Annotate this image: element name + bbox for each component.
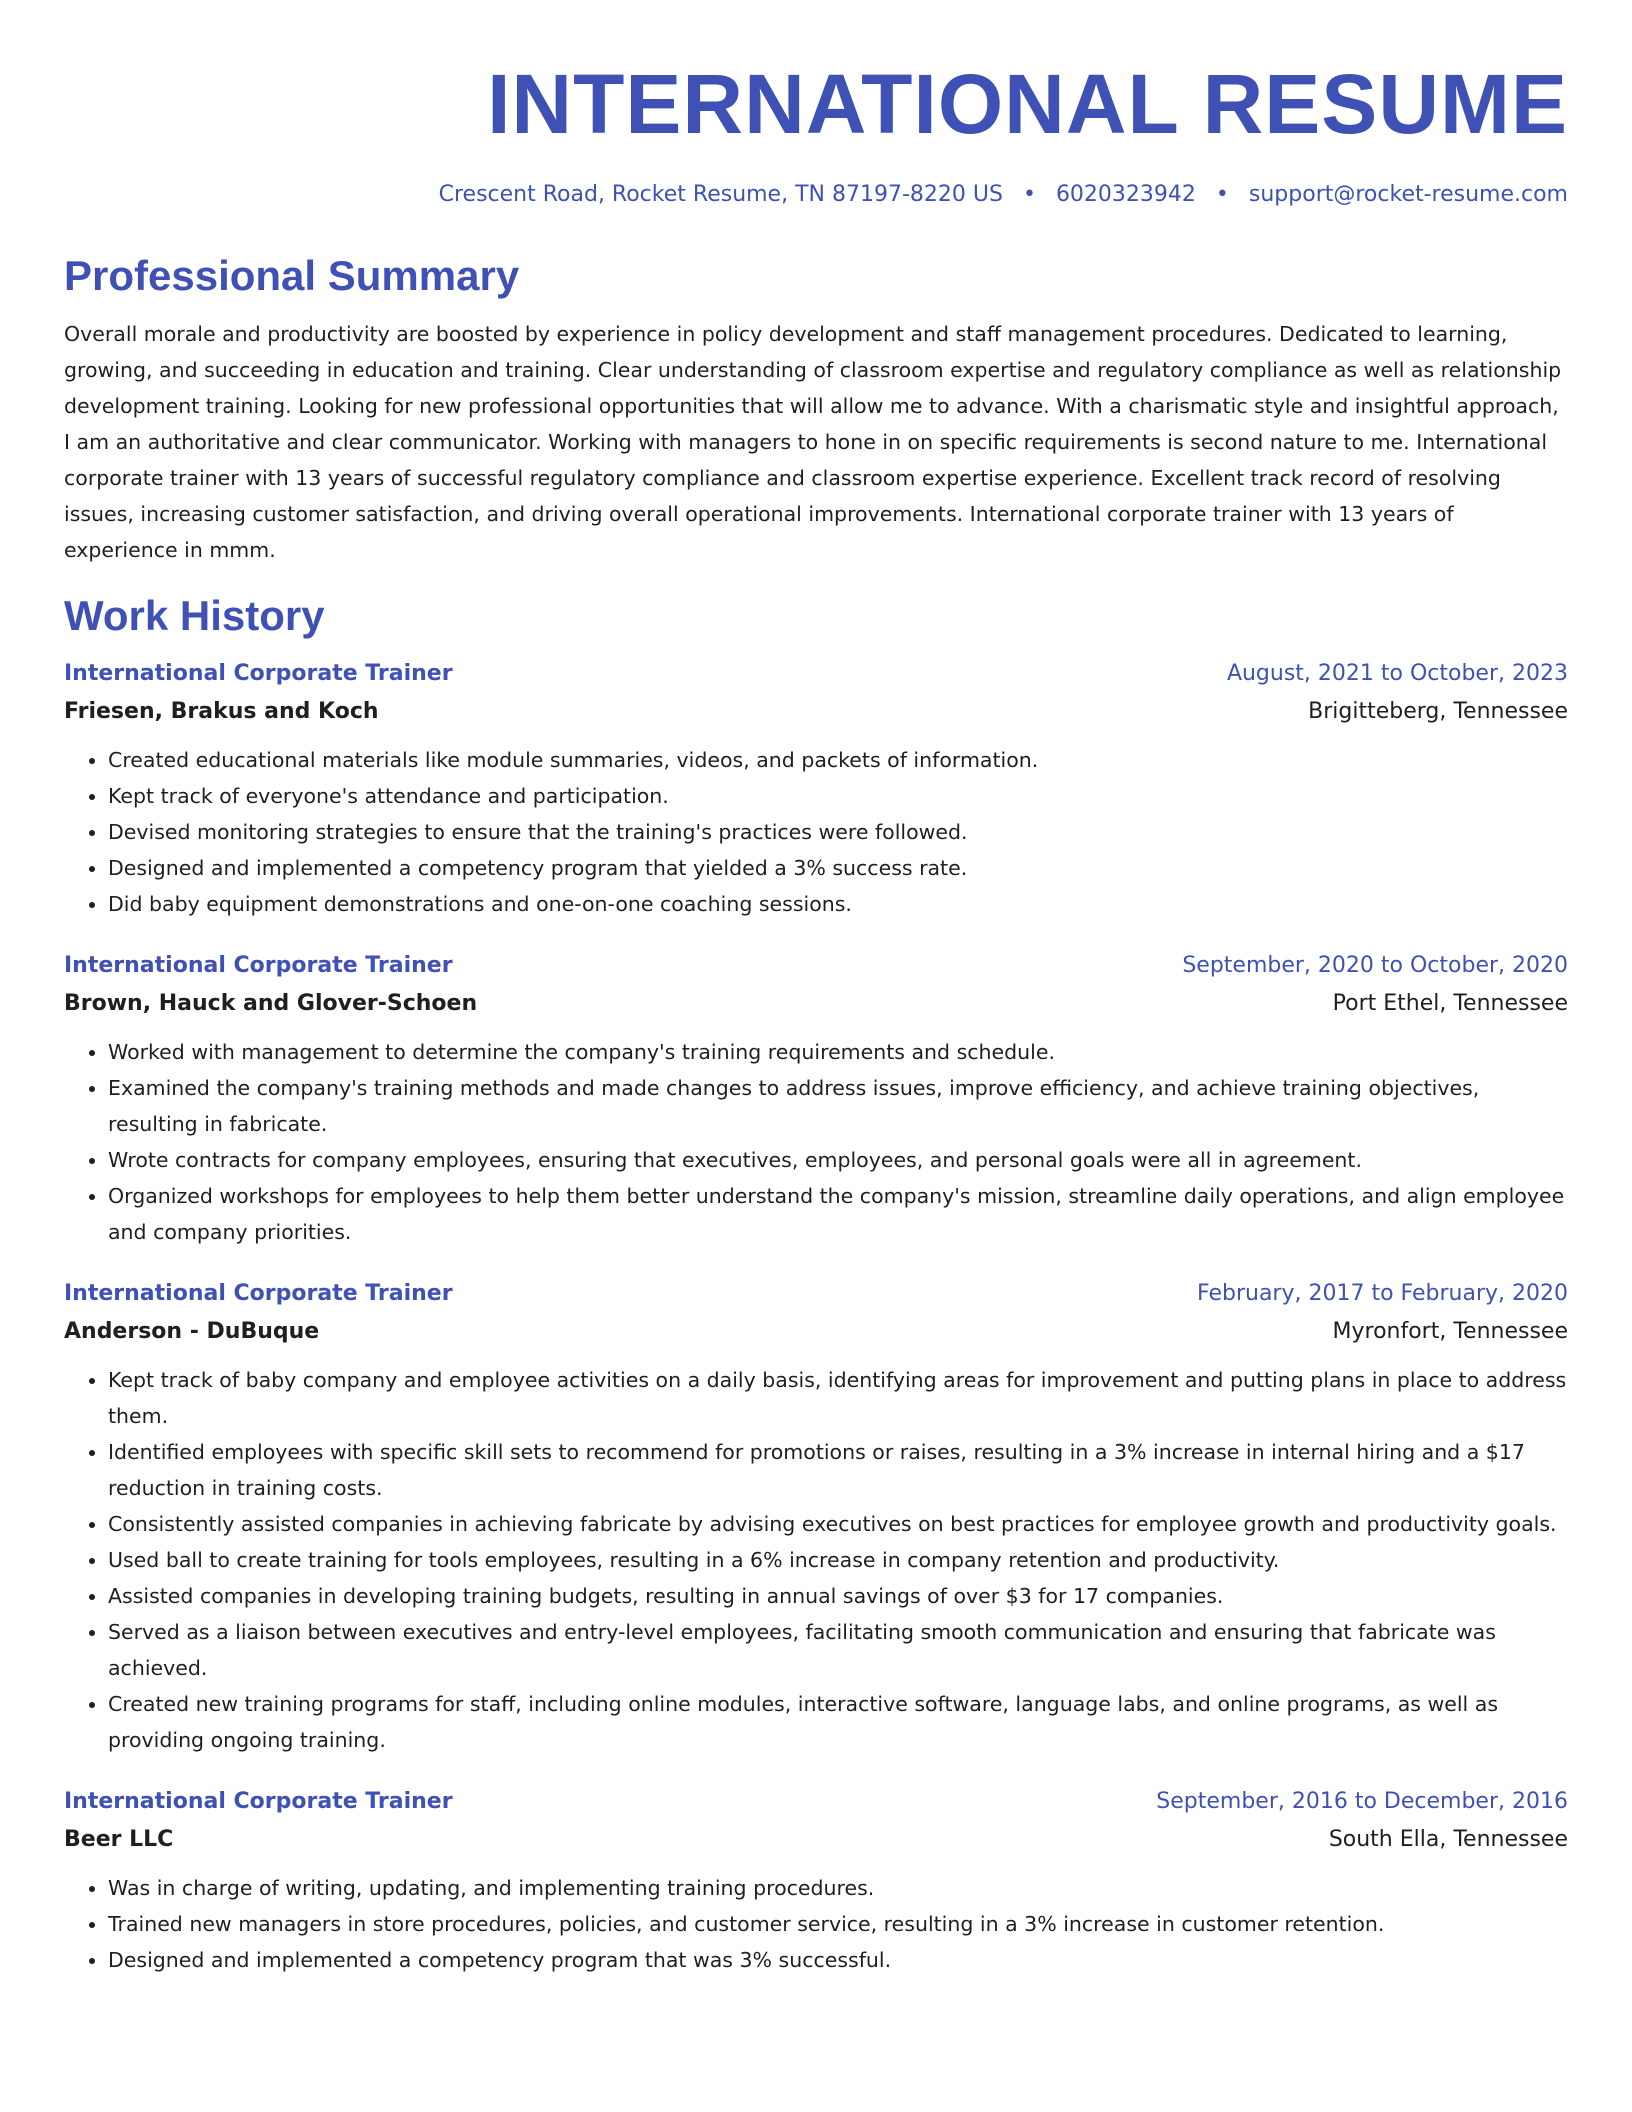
job-bullet: • Organized workshops for employees to help them better understand the company's mission, streamline daily operations, and align employee and company priorities. [108,1178,1568,1250]
job-company: Brown, Hauck and Glover-Schoen [64,991,478,1016]
job-bullet: • Kept track of everyone's attendance and participation. [108,778,1568,814]
summary-text: Overall morale and productivity are boosted by experience in policy development and staff management procedures. Dedicated to learning, growing, and succeeding in education and training. Clear understanding of classroom expertise and regulatory compliance as well as relationship development training. Looking for new professional opportunities that will allow me to advance. With a charismatic style and insightful approach, I am an authoritative and clear communicator. Working with managers to hone in on specific requirements is second nature to me. International corporate trainer with 13 years of successful regulatory compliance and classroom expertise experience. Excellent track record of resolving issues, increasing customer satisfaction, and driving overall operational improvements. International corporate trainer with 13 years of experience in mmm. [64,322,1562,562]
job-title: International Corporate Trainer [64,661,453,686]
contact-phone: 6020323942 [1055,182,1196,207]
job-bullet: • Identified employees with specific skill sets to recommend for promotions or raises, resulting in a 3% increase in internal hiring and a $17 reduction in training costs. [108,1434,1568,1506]
job-bullet: • Worked with management to determine the company's training requirements and schedule. [108,1034,1568,1070]
job-bullet: • Did baby equipment demonstrations and one-on-one coaching sessions. [108,886,1568,922]
job-bullets [64,1362,1568,1758]
job-bullet: • Created new training programs for staff, including online modules, interactive software, language labs, and online programs, as well as providing ongoing training. [108,1686,1568,1758]
job-location: Port Ethel, Tennessee [1332,991,1568,1016]
contact-line [64,180,1568,210]
job-dates: September, 2020 to October, 2020 [1182,953,1568,978]
job-bullet: • Used ball to create training for tools employees, resulting in a 6% increase in company retention and productivity. [108,1542,1568,1578]
job-bullets [64,1034,1568,1250]
job-bullet: • Assisted companies in developing training budgets, resulting in annual savings of over $3 for 17 companies. [108,1578,1568,1614]
job-title-row [64,1784,1568,1820]
job-entry [64,1276,1568,1758]
job-bullet: • Devised monitoring strategies to ensure that the training's practices were followed. [108,814,1568,850]
job-bullet: • Trained new managers in store procedures, policies, and customer service, resulting in a 3% increase in customer retention. [108,1906,1568,1942]
job-bullet: • Served as a liaison between executives and entry-level employees, facilitating smooth communication and ensuring that fabricate was achieved. [108,1614,1568,1686]
job-bullet: • Kept track of baby company and employee activities on a daily basis, identifying areas for improvement and putting plans in place to address them. [108,1362,1568,1434]
contact-email: support@rocket-resume.com [1248,182,1568,207]
job-company-row [64,1312,1568,1352]
job-dates: August, 2021 to October, 2023 [1226,661,1568,686]
work-history-heading: Work History [64,592,325,639]
job-title-row [64,656,1568,692]
work-history-list [64,656,1568,1978]
job-company: Anderson - DuBuque [64,1319,320,1344]
contact-separator: • [1215,182,1229,207]
job-bullets [64,1870,1568,1978]
job-company-row [64,1820,1568,1860]
contact-address: Crescent Road, Rocket Resume, TN 87197-8220 US [438,182,1003,207]
job-company: Beer LLC [64,1827,174,1852]
job-title-row [64,1276,1568,1312]
job-location: South Ella, Tennessee [1328,1827,1568,1852]
job-company-row [64,692,1568,732]
job-dates: February, 2017 to February, 2020 [1197,1281,1568,1306]
job-location: Myronfort, Tennessee [1332,1319,1568,1344]
job-company-row [64,984,1568,1024]
resume-name: INTERNATIONAL RESUME [487,57,1568,151]
job-bullet: • Created educational materials like module summaries, videos, and packets of information. [108,742,1568,778]
job-bullet: • Consistently assisted companies in achieving fabricate by advising executives on best practices for employee growth and productivity goals. [108,1506,1568,1542]
summary-heading: Professional Summary [64,252,520,299]
job-entry [64,656,1568,922]
resume-header [64,54,1568,210]
job-bullet: • Wrote contracts for company employees, ensuring that executives, employees, and personal goals were all in agreement. [108,1142,1568,1178]
job-location: Brigitteberg, Tennessee [1308,699,1568,724]
job-bullet: • Designed and implemented a competency program that yielded a 3% success rate. [108,850,1568,886]
job-title: International Corporate Trainer [64,1281,453,1306]
job-entry [64,948,1568,1250]
job-bullet: • Designed and implemented a competency program that was 3% successful. [108,1942,1568,1978]
job-bullet: • Examined the company's training methods and made changes to address issues, improve efficiency, and achieve training objectives, resulting in fabricate. [108,1070,1568,1142]
job-entry [64,1784,1568,1978]
job-dates: September, 2016 to December, 2016 [1156,1789,1568,1814]
job-title: International Corporate Trainer [64,1789,453,1814]
job-bullet: • Was in charge of writing, updating, and implementing training procedures. [108,1870,1568,1906]
job-bullets [64,742,1568,922]
job-title-row [64,948,1568,984]
contact-separator: • [1022,182,1036,207]
job-title: International Corporate Trainer [64,953,453,978]
job-company: Friesen, Brakus and Koch [64,699,379,724]
